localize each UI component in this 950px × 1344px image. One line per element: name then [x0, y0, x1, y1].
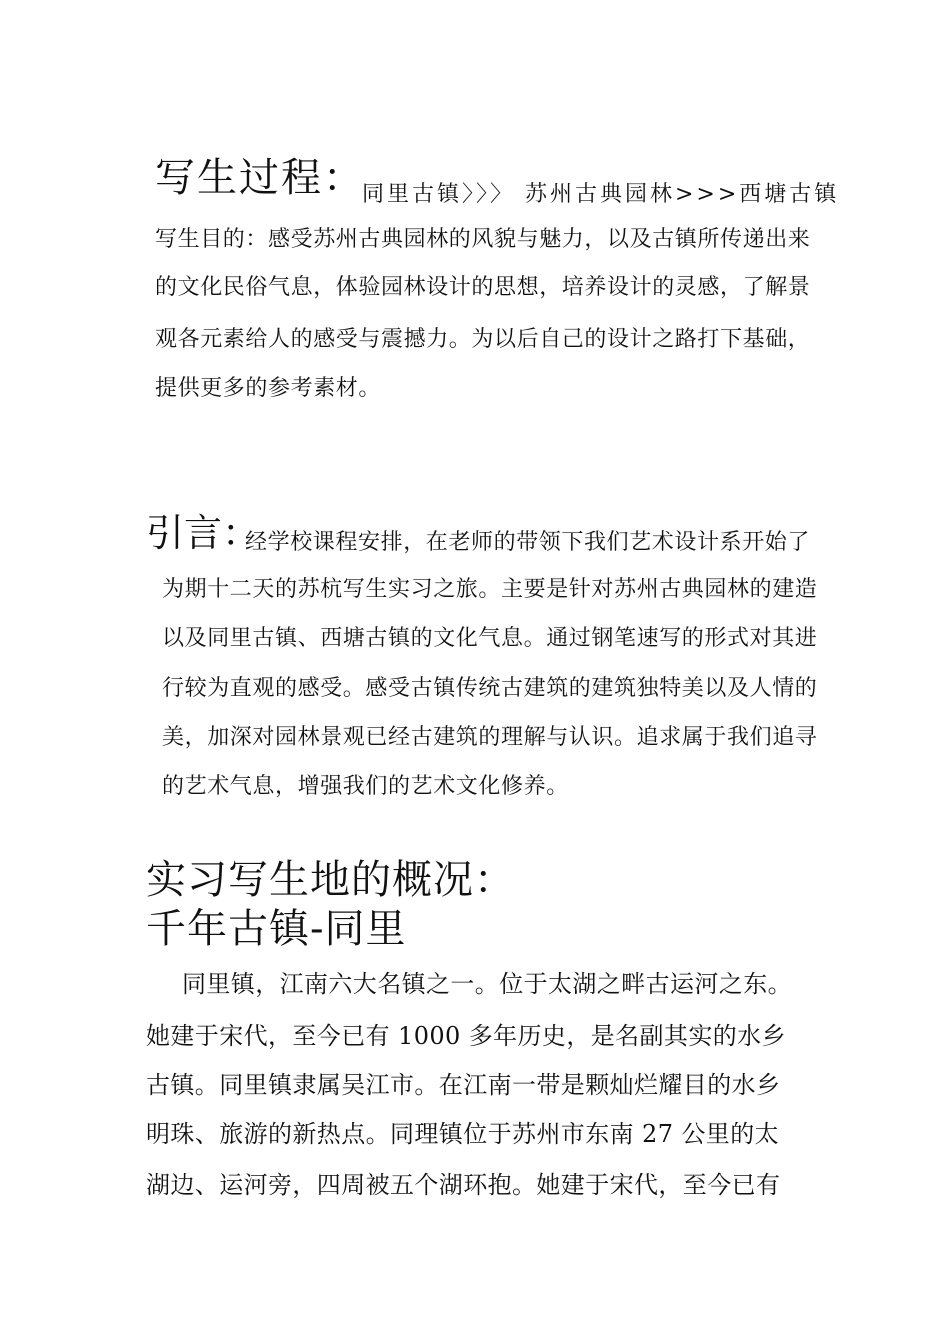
- purpose-line: 的文化民俗气息，体验园林设计的思想，培养设计的灵感，了解景: [155, 275, 811, 300]
- intro-line: 以及同里古镇、西塘古镇的文化气息。通过钢笔速写的形式对其进: [162, 626, 818, 651]
- overview-line: 湖边、运河旁，四周被五个湖环抱。她建于宋代，至今已有: [146, 1171, 781, 1199]
- section-heading-intro: 引言：: [146, 511, 261, 555]
- overview-line: 古镇。同里镇隶属吴江市。在江南一带是颗灿烂耀目的水乡: [146, 1071, 781, 1099]
- section-subheading-tongli: 千年古镇-同里: [146, 906, 407, 952]
- intro-line: 的艺术气息，增强我们的艺术文化修养。: [162, 774, 569, 799]
- overview-line: 明珠、旅游的新热点。同理镇位于苏州市东南 27 公里的太: [146, 1120, 779, 1148]
- intro-line: 经学校课程安排，在老师的带领下我们艺术设计系开始了: [245, 530, 811, 555]
- purpose-line: 观各元素给人的感受与震撼力。为以后自己的设计之路打下基础，: [155, 327, 811, 352]
- purpose-line: 写生目的：感受苏州古典园林的风貌与魅力，以及古镇所传递出来: [155, 227, 811, 252]
- intro-line: 行较为直观的感受。感受古镇传统古建筑的建筑独特美以及人情的: [162, 676, 818, 701]
- intro-line: 美，加深对园林景观已经古建筑的理解与认识。追求属于我们追寻: [162, 725, 818, 750]
- purpose-line: 提供更多的参考素材。: [155, 376, 382, 401]
- overview-line: 同里镇，江南六大名镇之一。位于太湖之畔古运河之东。: [182, 970, 792, 998]
- route-text: 同里古镇〉〉〉 苏州古典园林>>>西塘古镇: [362, 182, 840, 207]
- intro-line: 为期十二天的苏杭写生实习之旅。主要是针对苏州古典园林的建造: [162, 577, 818, 602]
- overview-line: 她建于宋代，至今已有 1000 多年历史，是名副其实的水乡: [146, 1022, 786, 1050]
- section-heading-overview: 实习写生地的概况：: [146, 857, 515, 903]
- section-heading-process: 写生过程：: [155, 155, 365, 201]
